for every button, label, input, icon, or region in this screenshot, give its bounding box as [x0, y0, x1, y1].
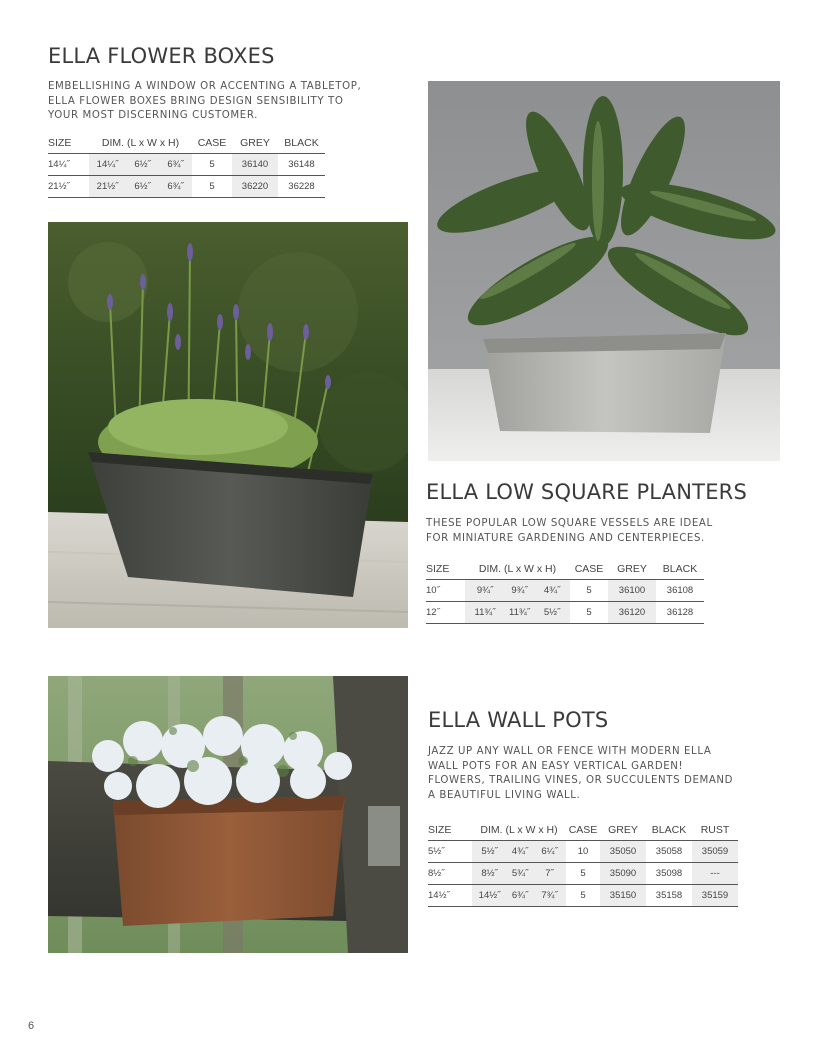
- table-header-row: [48, 137, 325, 153]
- col-size: SIZE: [48, 137, 72, 149]
- low-square-desc-line: FOR MINIATURE GARDENING AND CENTERPIECES.: [426, 532, 705, 544]
- cell: 36140: [232, 153, 278, 175]
- cell: 6¾˝: [159, 153, 192, 175]
- flower-boxes-title: ELLA FLOWER BOXES: [48, 44, 275, 68]
- cell: 5: [566, 862, 600, 884]
- cell: 9¾˝: [465, 579, 505, 601]
- table-row: [428, 840, 738, 862]
- low-square-desc-line: THESE POPULAR LOW SQUARE VESSELS ARE IDEAL: [426, 518, 713, 529]
- cell: 7¾˝: [533, 884, 566, 906]
- col-case: CASE: [568, 824, 598, 836]
- wall-pots-desc-line: JAZZ UP ANY WALL OR FENCE WITH MODERN ELLA: [428, 746, 712, 757]
- cell: 35059: [692, 840, 738, 862]
- cell: 35158: [646, 884, 692, 906]
- cell: 6¾˝: [159, 175, 192, 197]
- col-case: CASE: [574, 563, 604, 575]
- low-square-description: [426, 517, 713, 546]
- cell: 5½˝: [428, 840, 472, 862]
- cell: 35150: [600, 884, 646, 906]
- page-number: 6: [28, 1020, 35, 1032]
- wall-pot-photo: [48, 676, 408, 953]
- col-black: BLACK: [284, 137, 319, 149]
- cell: 36100: [608, 579, 656, 601]
- flower-boxes-desc-line: YOUR MOST DISCERNING CUSTOMER.: [48, 110, 258, 121]
- wall-pots-desc-line: A BEAUTIFUL LIVING WALL.: [428, 789, 581, 801]
- cell: 9¾˝: [505, 579, 534, 601]
- col-size: SIZE: [426, 563, 450, 575]
- cell: 5: [192, 153, 232, 175]
- cell: 10: [566, 840, 600, 862]
- col-case: CASE: [197, 137, 227, 149]
- cell: 36108: [656, 579, 704, 601]
- col-grey: GREY: [608, 824, 638, 836]
- cell: 5: [570, 579, 608, 601]
- col-black: BLACK: [651, 824, 687, 836]
- wall-pots-description: [428, 745, 733, 803]
- table-row: [426, 579, 704, 601]
- cell: 35098: [646, 862, 692, 884]
- cell: 4¾˝: [507, 840, 533, 862]
- wall-pots-spec-table: [428, 824, 738, 907]
- cell: 21½˝: [89, 175, 126, 197]
- cell: 6½˝: [126, 153, 159, 175]
- cell: 36128: [656, 601, 704, 623]
- wall-pots-desc-line: FLOWERS, TRAILING VINES, OR SUCCULENTS DEMAND: [428, 775, 734, 786]
- table-row: [428, 862, 738, 884]
- table-header-row: [426, 563, 704, 579]
- col-dim: DIM. (L x W x H): [480, 824, 558, 836]
- cell: 36120: [608, 601, 656, 623]
- low-square-title: ELLA LOW SQUARE PLANTERS: [426, 480, 747, 504]
- flower-boxes-desc-line: EMBELLISHING A WINDOW OR ACCENTING A TABLETOP,: [48, 81, 362, 92]
- table-row: [428, 884, 738, 906]
- cell: 35058: [646, 840, 692, 862]
- cell: 5: [570, 601, 608, 623]
- col-black: BLACK: [662, 563, 698, 575]
- cell: 35090: [600, 862, 646, 884]
- cell: 36220: [232, 175, 278, 197]
- table-row: [48, 153, 325, 175]
- flower-box-photo: [48, 222, 408, 628]
- cell: 8½˝: [472, 862, 507, 884]
- cell: 5: [192, 175, 232, 197]
- col-rust: RUST: [700, 824, 730, 836]
- col-size: SIZE: [428, 824, 452, 836]
- flower-boxes-desc-line: ELLA FLOWER BOXES BRING DESIGN SENSIBILITY TO: [48, 95, 344, 107]
- cell: 11¾˝: [505, 601, 534, 623]
- cell: 5½˝: [472, 840, 507, 862]
- cell: 14½˝: [472, 884, 507, 906]
- cell: 10˝: [426, 579, 465, 601]
- flower-boxes-spec-table: [48, 137, 325, 198]
- cell: 21½˝: [48, 175, 89, 197]
- low-square-spec-table: [426, 563, 704, 624]
- cell: 11¾˝: [465, 601, 505, 623]
- cell: 5½˝: [534, 601, 570, 623]
- cell: 35159: [692, 884, 738, 906]
- cell: 14¼˝: [48, 153, 89, 175]
- col-grey: GREY: [617, 563, 647, 575]
- cell: 14¼˝: [89, 153, 126, 175]
- cell: 36228: [278, 175, 325, 197]
- col-grey: GREY: [240, 137, 270, 149]
- cell: 5¾˝: [507, 862, 533, 884]
- cell: 6½˝: [126, 175, 159, 197]
- cell: 6¼˝: [533, 840, 566, 862]
- cell: 6¾˝: [507, 884, 533, 906]
- cell: 12˝: [426, 601, 465, 623]
- cell: 4¾˝: [534, 579, 570, 601]
- col-dim: DIM. (L x W x H): [478, 563, 557, 575]
- wall-pots-title: ELLA WALL POTS: [428, 708, 609, 732]
- cell: 35050: [600, 840, 646, 862]
- table-row: [426, 601, 704, 623]
- col-dim: DIM. (L x W x H): [101, 137, 180, 149]
- cell: 7˝: [533, 862, 566, 884]
- cell: 36148: [278, 153, 325, 175]
- table-row: [48, 175, 325, 197]
- table-header-row: [428, 824, 738, 840]
- cell: ---: [692, 862, 738, 884]
- low-square-planter-photo: [428, 81, 780, 461]
- flower-boxes-description: [48, 80, 361, 124]
- wall-pots-desc-line: WALL POTS FOR AN EASY VERTICAL GARDEN!: [428, 760, 684, 772]
- cell: 5: [566, 884, 600, 906]
- cell: 8½˝: [428, 862, 472, 884]
- cell: 14½˝: [428, 884, 472, 906]
